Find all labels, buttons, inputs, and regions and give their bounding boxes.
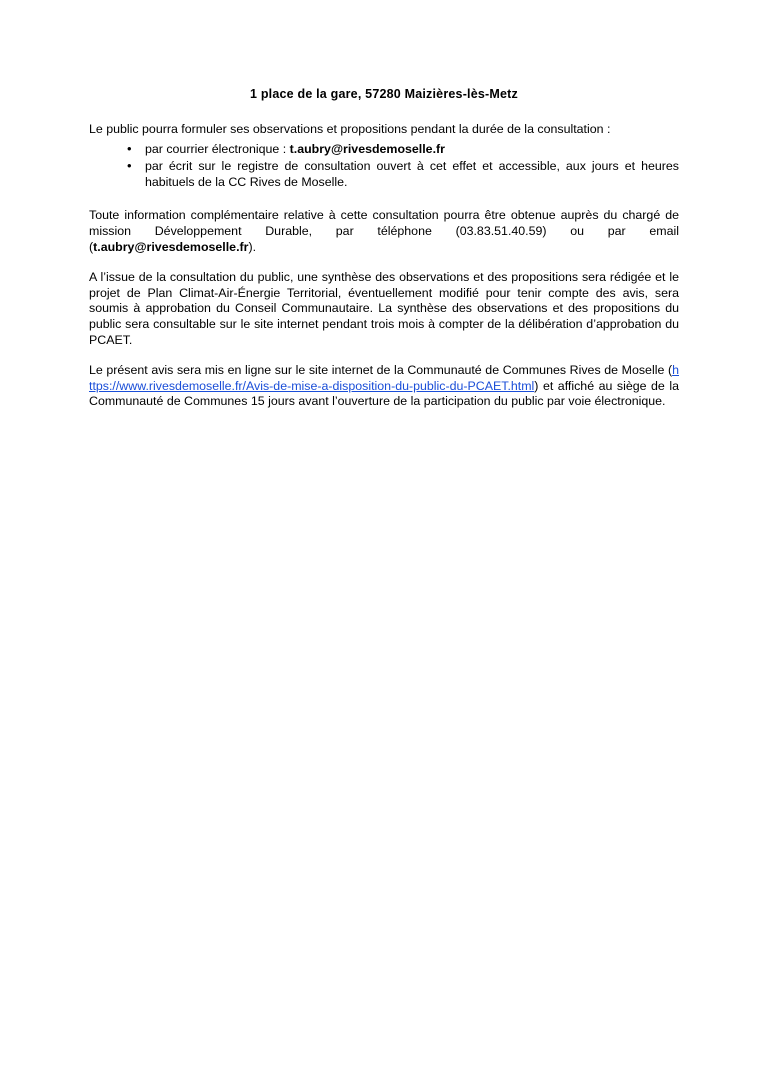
contact-paragraph [89,208,679,255]
intro-paragraph: Le public pourra formuler ses observations et propositions pendant la durée de la consultation : [89,122,611,137]
avis-paragraph [89,363,679,410]
list-item [89,142,679,158]
synthese-paragraph: A l’issue de la consultation du public, une synthèse des observations et des propositions sera rédigée et le projet de Plan Climat-Air-Énergie Territorial, éventuellement modifié pour tenir compte des avis, sera soumis à approbation du Conseil Communautaire. La synthèse des observations et des propositions du public sera consultable sur le site internet pendant trois mois à compter de la délibération d’approbation du PCAET. [89,269,679,348]
avis-text-part1: Le présent avis sera mis en ligne sur le site internet de la Communauté de Communes Rives de Moselle ( [89,362,673,377]
contact-email-bold: t.aubry@rivesdemoselle.fr [93,240,249,255]
consultation-methods-list [89,142,679,190]
bullet-lead-text: par écrit sur le registre de consultation ouvert à cet effet et accessible, aux jours et heures habituels de la CC Rives de Moselle. [145,158,679,189]
bullet-lead-text: par courrier électronique : [145,142,290,157]
contact-text-part1: Toute information complémentaire relative à cette consultation pourra être obtenue auprès du chargé de mission Développement Durable, par téléphone (03.83.51.40.59) ou par email ( [89,208,679,255]
contact-text-part2: ). [248,240,257,255]
pcaet-public-link[interactable]: https://www.rivesdemoselle.fr/Avis-de-mise-a-disposition-du-public-du-PCAET.html [89,362,679,393]
document-body [89,86,679,424]
page-title: 1 place de la gare, 57280 Maizières-lès-Metz [250,87,518,101]
avis-text-part2: ) et affiché au siège de la Communauté de Communes 15 jours avant l’ouverture de la participation du public par voie électronique. [89,378,679,409]
list-item [89,159,679,191]
bullet-email-bold: t.aubry@rivesdemoselle.fr [289,142,445,157]
